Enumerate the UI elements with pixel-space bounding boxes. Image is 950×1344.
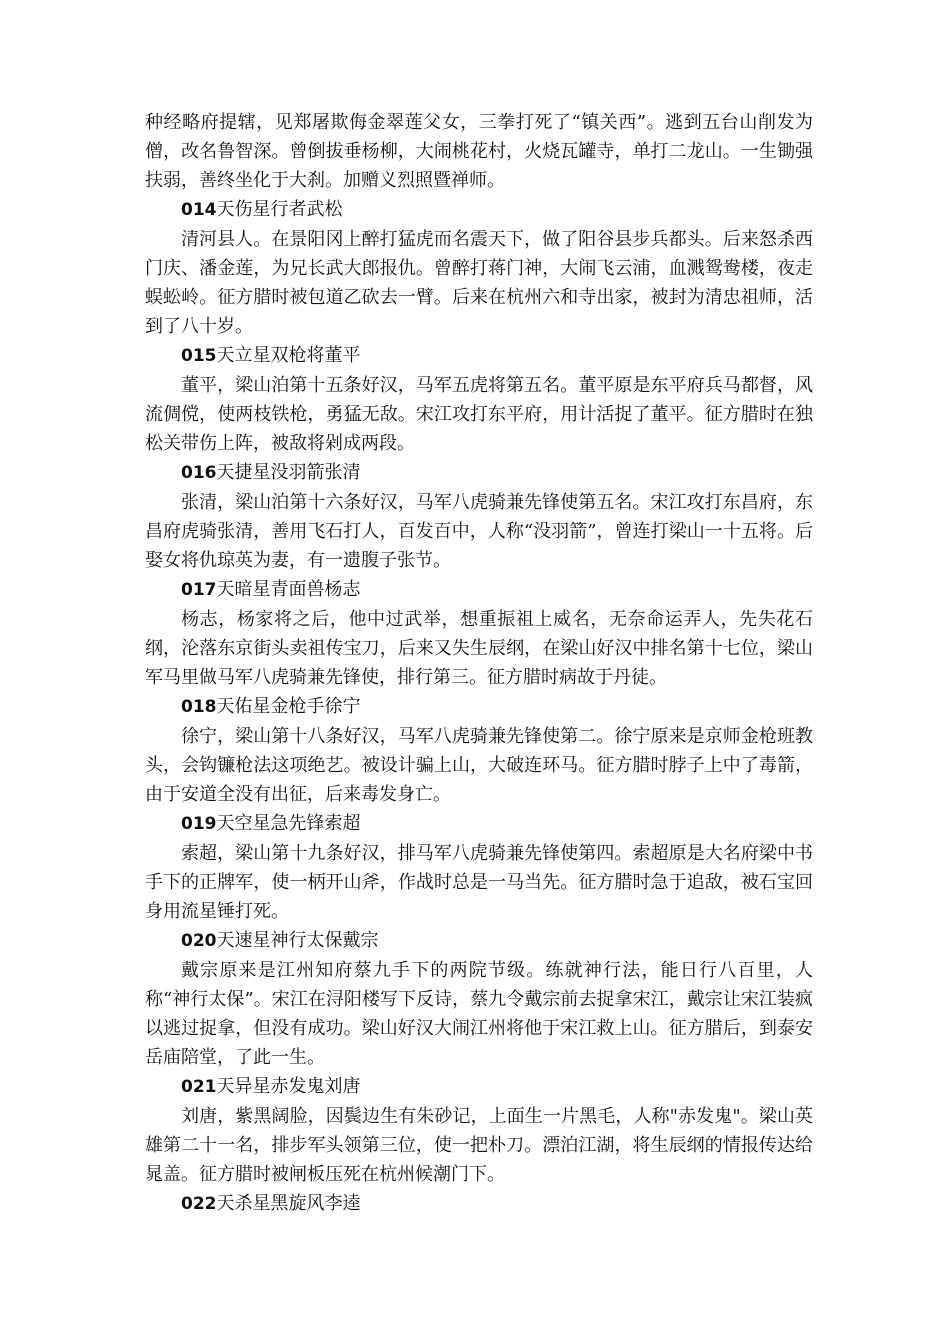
document-page: [145, 108, 813, 1219]
entry-title: 天立星双枪将董平: [216, 345, 361, 366]
entry-title: 天异星赤发鬼刘唐: [216, 1076, 361, 1097]
entry-number: 016: [181, 463, 217, 483]
entry-title: 天佑星金枪手徐宁: [216, 696, 361, 717]
entry-number: 022: [181, 1194, 217, 1214]
entry-title: 天杀星黑旋风李逵: [216, 1193, 361, 1214]
entry-number: 020: [181, 931, 217, 951]
entry-number: 015: [181, 346, 217, 366]
entry-number: 017: [181, 580, 217, 600]
entry-body-014: 清河县人。在景阳冈上醉打猛虎而名震天下，做了阳谷县步兵都头。后来怒杀西门庆、潘金莲，为兄长武大郎报仇。曾醉打蒋门神，大闹飞云浦，血溅鸳鸯楼，夜走蜈蚣岭。征方腊时被包道乙砍去一臂。后来在杭州六和寺出家，被封为清忠祖师，活到了八十岁。: [145, 229, 813, 337]
entry-number: 021: [181, 1077, 217, 1097]
entry-body-018: 徐宁，梁山第十八条好汉，马军八虎骑兼先锋使第二。徐宁原来是京师金枪班教头，会钩镰枪法这项绝艺。被设计骗上山，大破连环马。征方腊时脖子上中了毒箭，由于安道全没有出征，后来毒发身亡。: [145, 726, 813, 805]
entry-body-020: 戴宗原来是江州知府蔡九手下的两院节级。练就神行法，能日行八百里，人称“神行太保”。宋江在浔阳楼写下反诗，蔡九令戴宗前去捉拿宋江，戴宗让宋江装疯以逃过捉拿，但没有成功。梁山好汉大闹江州将他于宋江救上山。征方腊后，到泰安岳庙陪堂，了此一生。: [145, 960, 813, 1068]
entry-body-021: 刘唐，紫黑阔脸，因鬓边生有朱砂记，上面生一片黑毛，人称"赤发鬼"。梁山英雄第二十一名，排步军头领第三位，使一把朴刀。漂泊江湖，将生辰纲的情报传达给晁盖。征方腊时被闸板压死在杭州候潮门下。: [145, 1106, 813, 1185]
entry-heading-016: [145, 458, 813, 488]
entry-title: 天速星神行太保戴宗: [216, 930, 379, 951]
entry-heading-015: [145, 341, 813, 371]
entry-number: 019: [181, 814, 217, 834]
entry-body-015: 董平，梁山泊第十五条好汉，马军五虎将第五名。董平原是东平府兵马都督，风流倜傥，使两枝铁枪，勇猛无敌。宋江攻打东平府，用计活捉了董平。征方腊时在独松关带伤上阵，被敌将剁成两段。: [145, 375, 813, 454]
entry-heading-021: [145, 1072, 813, 1102]
entry-title: 天捷星没羽箭张清: [216, 462, 361, 483]
intro-paragraph: 种经略府提辖，见郑屠欺侮金翠莲父女，三拳打死了“镇关西”。逃到五台山削发为僧，改名鲁智深。曾倒拔垂杨柳，大闹桃花村，火烧瓦罐寺，单打二龙山。一生锄强扶弱，善终坐化于大刹。加赠义烈照暨禅师。: [145, 112, 813, 191]
entry-heading-017: [145, 575, 813, 605]
entry-body-019: 索超，梁山第十九条好汉，排马军八虎骑兼先锋使第四。索超原是大名府梁中书手下的正牌军，使一柄开山斧，作战时总是一马当先。征方腊时急于追敌，被石宝回身用流星锤打死。: [145, 843, 813, 922]
entry-heading-018: [145, 692, 813, 722]
entry-heading-020: [145, 926, 813, 956]
entry-body-017: 杨志，杨家将之后，他中过武举，想重振祖上威名，无奈命运弄人，先失花石纲，沦落东京街头卖祖传宝刀，后来又失生辰纲，在梁山好汉中排名第十七位，梁山军马里做马军八虎骑兼先锋使，排行第三。征方腊时病故于丹徒。: [145, 609, 813, 688]
entry-heading-022: [145, 1189, 813, 1219]
entry-title: 天伤星行者武松: [216, 199, 343, 220]
entry-body-016: 张清，梁山泊第十六条好汉，马军八虎骑兼先锋使第五名。宋江攻打东昌府，东昌府虎骑张清，善用飞石打人，百发百中，人称“没羽箭”，曾连打梁山一十五将。后娶女将仇琼英为妻，有一遗腹子张节。: [145, 492, 813, 571]
entry-heading-019: [145, 809, 813, 839]
entry-number: 018: [181, 697, 217, 717]
entry-title: 天空星急先锋索超: [216, 813, 361, 834]
entry-number: 014: [181, 200, 217, 220]
entry-title: 天暗星青面兽杨志: [216, 579, 361, 600]
entry-heading-014: [145, 195, 813, 225]
